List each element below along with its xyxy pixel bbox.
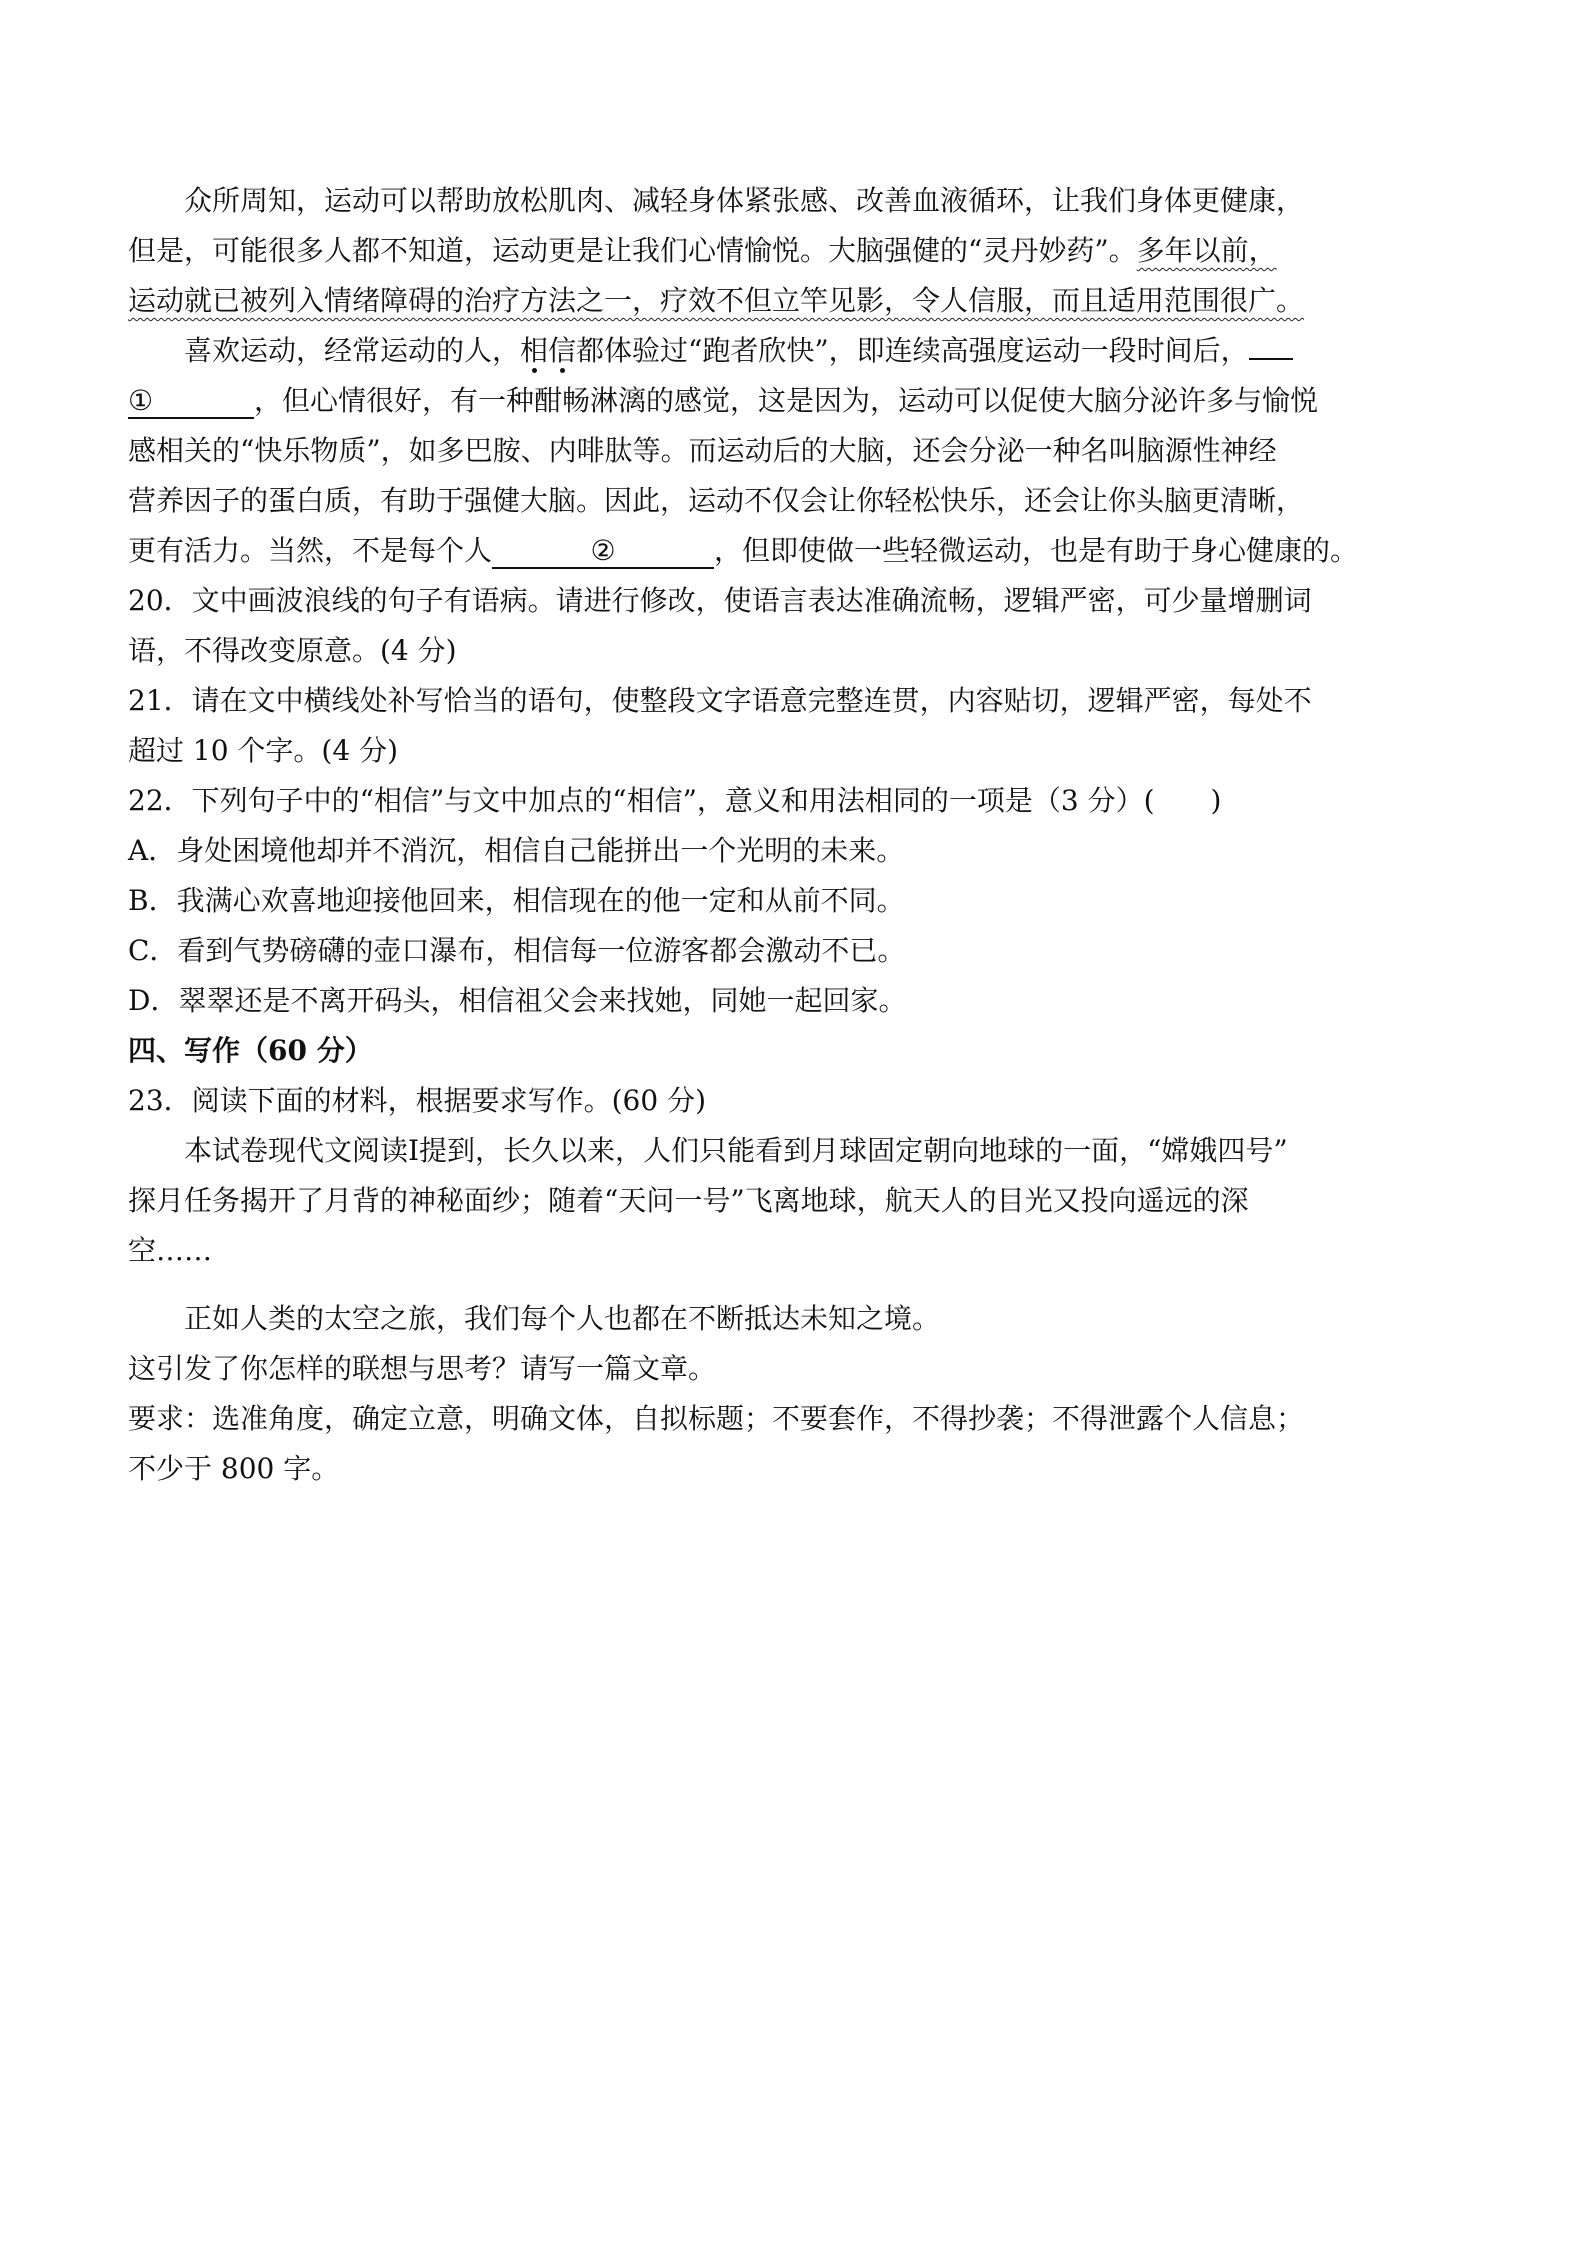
question-22-stem: 22．下列句子中的“相信”与文中加点的“相信”，意义和用法相同的一项是（3 分）( ) xyxy=(128,784,1222,817)
dotted-char-xiang: 相 xyxy=(520,334,549,367)
dotted-char-xin: 信 xyxy=(548,334,577,367)
blank-1-label: ① xyxy=(128,384,154,417)
question-20-line1: 20．文中画波浪线的句子有语病。请进行修改，使语言表达准确流畅，逻辑严密，可少量增删词 xyxy=(128,584,1312,617)
question-22-option-c: C．看到气势磅礴的壶口瀑布，相信每一位游客都会激动不已。 xyxy=(128,934,906,967)
passage-p1-line2: 但是，可能很多人都不知道，运动更是让我们心情愉悦。大脑强健的“灵丹妙药”。多年以前， xyxy=(128,234,1277,267)
material-line3: 空…… xyxy=(128,1234,213,1267)
material-line2: 探月任务揭开了月背的神秘面纱；随着“天问一号”飞离地球，航天人的目光又投向遥远的深 xyxy=(128,1184,1249,1217)
question-21-line1: 21．请在文中横线处补写恰当的语句，使整段文字语意完整连贯，内容贴切，逻辑严密，每处不 xyxy=(128,684,1312,717)
spacer xyxy=(128,1276,1468,1294)
question-22-option-a: A．身处困境他却并不消沉，相信自己能拼出一个光明的未来。 xyxy=(128,834,905,867)
writing-prompt: 这引发了你怎样的联想与思考？请写一篇文章。 xyxy=(128,1352,717,1385)
passage-p2-line5: 更有活力。当然，不是每个人 ② ，但即使做一些轻微运动，也是有助于身心健康的。 xyxy=(128,534,1359,567)
question-22-option-b: B．我满心欢喜地迎接他回来，相信现在的他一定和从前不同。 xyxy=(128,884,905,917)
writing-requirements-line1: 要求：选准角度，确定立意，明确文体，自拟标题；不要套作，不得抄袭；不得泄露个人信息； xyxy=(128,1402,1305,1435)
blank-1 xyxy=(128,385,254,419)
blank-1-lead xyxy=(1249,358,1293,360)
passage-p1-line1: 众所周知，运动可以帮助放松肌肉、减轻身体紧张感、改善血液循环，让我们身体更健康， xyxy=(184,184,1305,217)
exam-page xyxy=(128,176,1468,1494)
question-22-option-d: D．翠翠还是不离开码头，相信祖父会来找她，同她一起回家。 xyxy=(128,984,907,1017)
blank-2 xyxy=(492,535,714,569)
wavy-underlined-sentence-start: 多年以前， xyxy=(1136,234,1277,267)
section-title-writing: 四、写作（60 分） xyxy=(128,1034,373,1067)
material-line1: 本试卷现代文阅读Ⅰ提到，长久以来，人们只能看到月球固定朝向地球的一面，“嫦娥四号” xyxy=(184,1134,1288,1167)
passage-p2-line3: 感相关的“快乐物质”，如多巴胺、内啡肽等。而运动后的大脑，还会分泌一种名叫脑源性神经 xyxy=(128,434,1277,467)
question-23-stem: 23．阅读下面的材料，根据要求写作。(60 分) xyxy=(128,1084,707,1117)
question-20-line2: 语，不得改变原意。(4 分) xyxy=(128,634,457,667)
blank-2-label: ② xyxy=(590,534,616,567)
passage-p2-line1: 喜欢运动，经常运动的人，相信都体验过“跑者欣快”，即连续高强度运动一段时间后， xyxy=(128,326,1468,376)
writing-requirements-line2: 不少于 800 字。 xyxy=(128,1452,340,1485)
passage-p2-line4: 营养因子的蛋白质，有助于强健大脑。因此，运动不仅会让你轻松快乐，还会让你头脑更清晰， xyxy=(128,484,1305,517)
material-line4: 正如人类的太空之旅，我们每个人也都在不断抵达未知之境。 xyxy=(184,1302,941,1335)
passage-p2-line2: ① ，但心情很好，有一种酣畅淋漓的感觉，这是因为，运动可以促使大脑分泌许多与愉悦 xyxy=(128,384,1319,417)
passage-p1-line3 xyxy=(128,276,1468,326)
question-21-line2: 超过 10 个字。(4 分) xyxy=(128,734,398,767)
wavy-underlined-sentence-end: 运动就已被列入情绪障碍的治疗方法之一，疗效不但立竿见影，令人信服，而且适用范围很广。 xyxy=(128,284,1305,317)
